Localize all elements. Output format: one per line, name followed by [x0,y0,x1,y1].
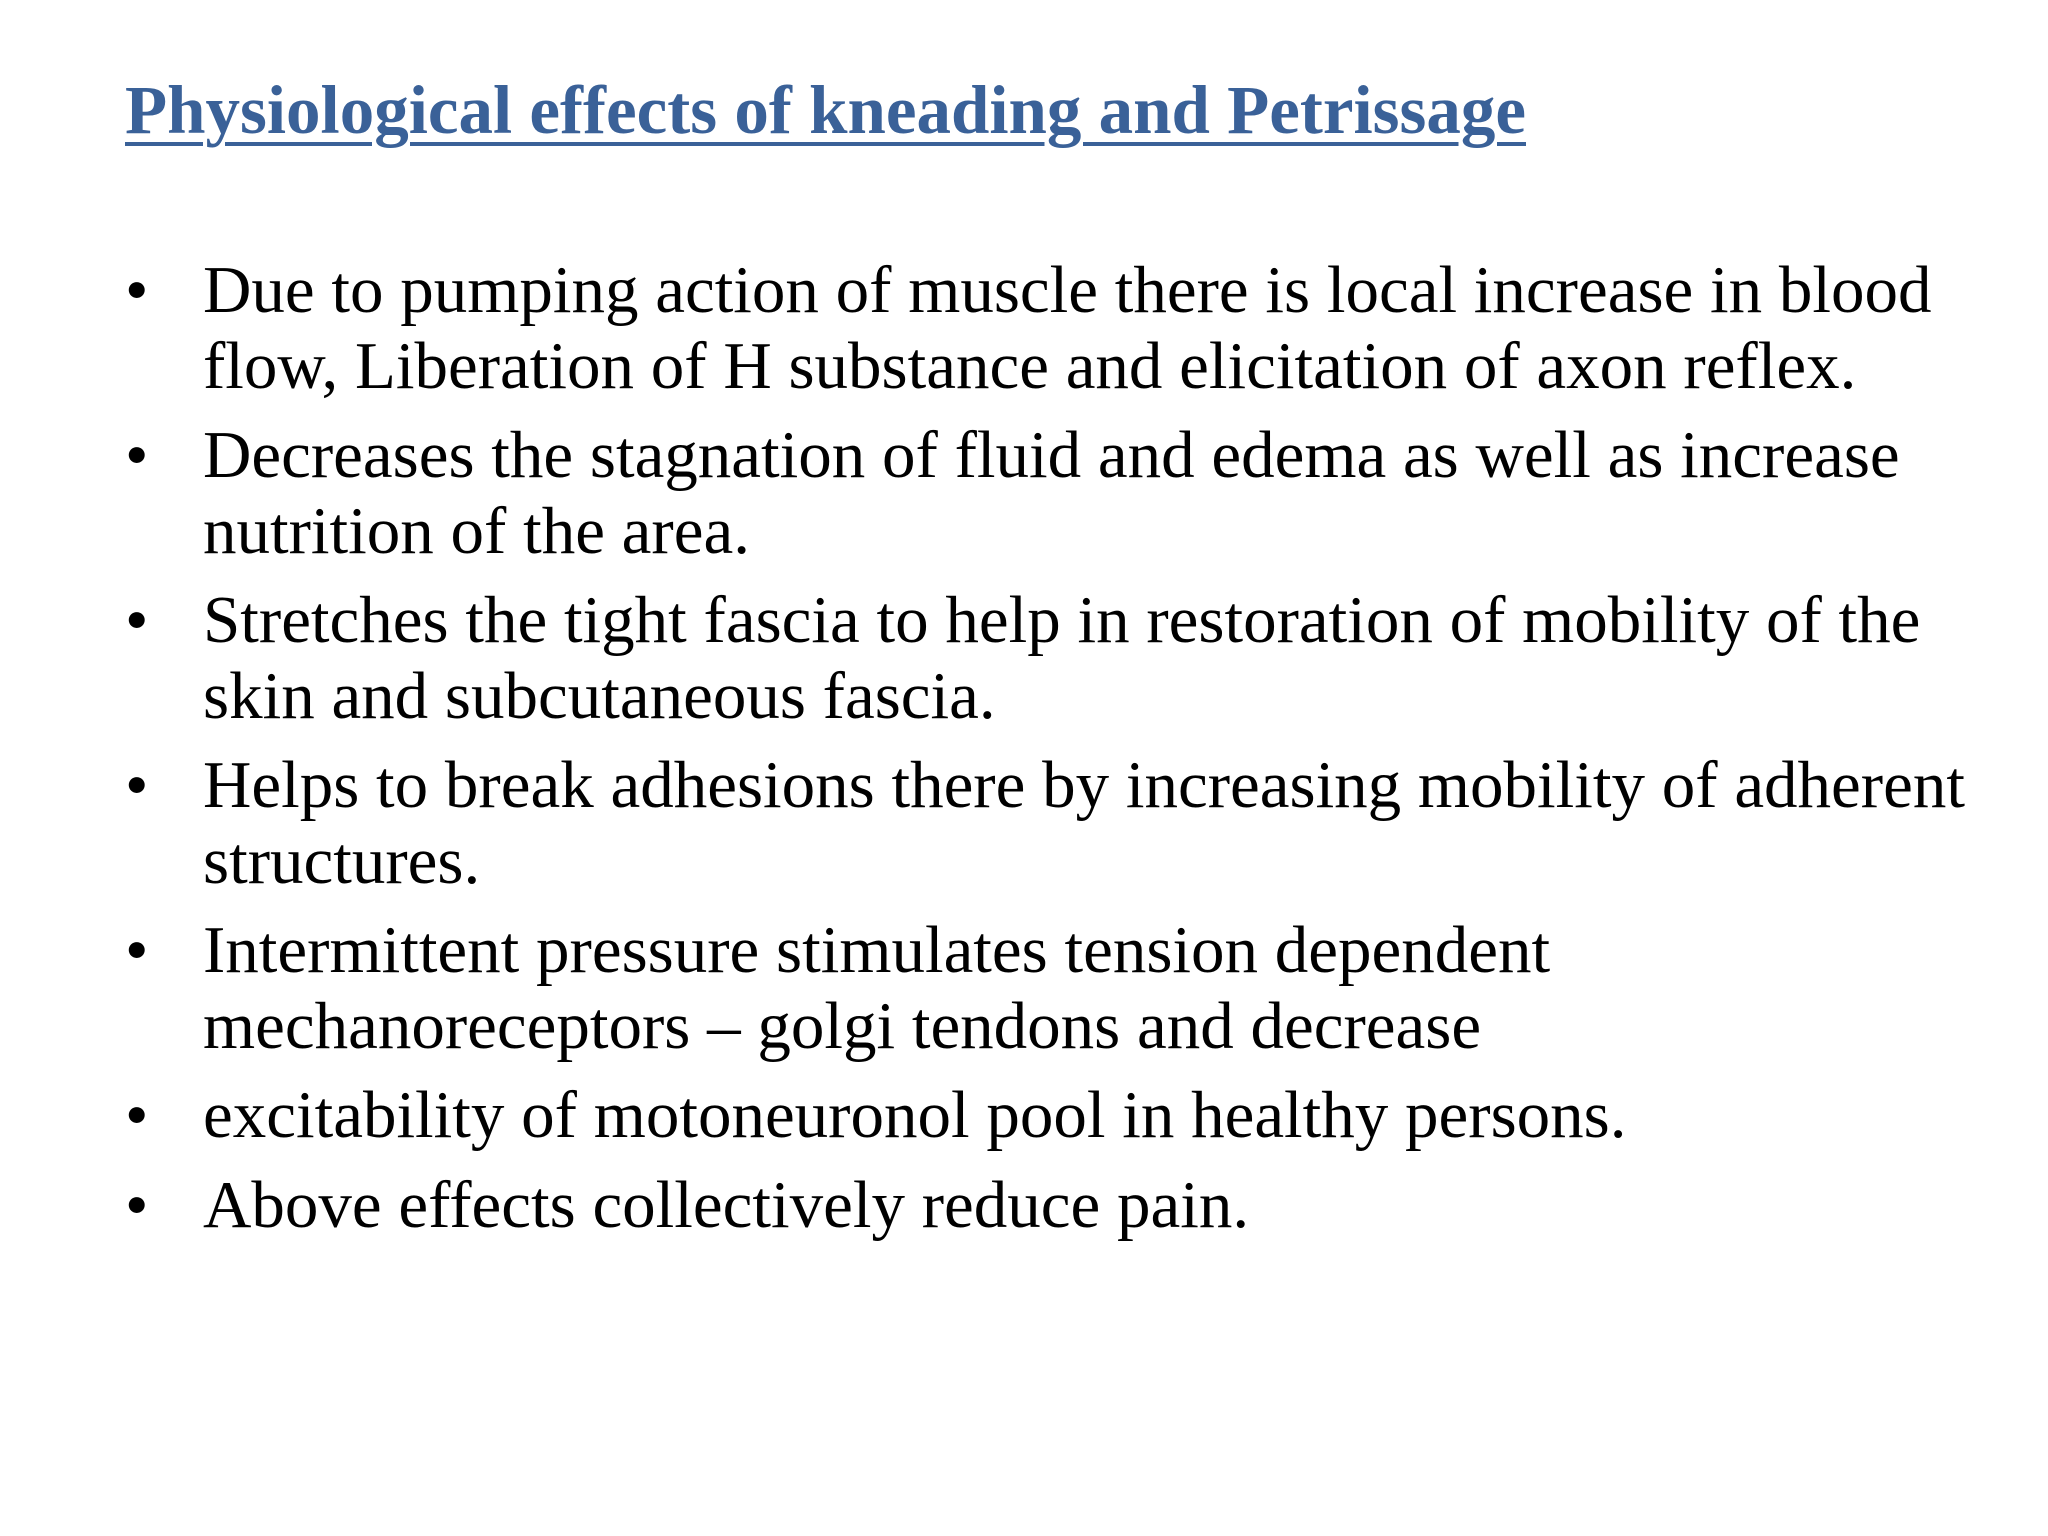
bullet-marker: • [125,1078,149,1152]
bullet-item [125,418,1965,569]
bullet-text: Decreases the stagnation of fluid and edema as well as increase nutrition of the area. [203,418,1900,568]
bullet-item [125,583,1965,734]
slide-title: Physiological effects of kneading and Petrissage [125,72,1526,148]
bullet-item [125,1168,1965,1244]
bullet-text: Stretches the tight fascia to help in restoration of mobility of the skin and subcutaneous fascia. [203,583,1921,733]
bullet-item [125,253,1965,404]
bullet-text: Due to pumping action of muscle there is local increase in blood flow, Liberation of H substance and elicitation of axon reflex. [203,253,1932,403]
bullet-item [125,748,1965,899]
bullet-marker: • [125,748,149,822]
bullet-marker: • [125,583,149,657]
bullet-marker: • [125,253,149,327]
bullet-marker: • [125,913,149,987]
bullet-marker: • [125,1167,149,1242]
bullet-text: Helps to break adhesions there by increasing mobility of adherent structures. [203,748,1965,898]
bullet-item [125,913,1965,1064]
bullet-list [125,253,1965,1257]
bullet-text: Intermittent pressure stimulates tension dependent mechanoreceptors – golgi tendons and decrease [203,913,1551,1063]
bullet-text: excitability of motoneuronol pool in healthy persons. [203,1078,1627,1152]
bullet-text: Above effects collectively reduce pain. [203,1167,1250,1242]
bullet-item [125,1078,1965,1154]
bullet-marker: • [125,418,149,492]
